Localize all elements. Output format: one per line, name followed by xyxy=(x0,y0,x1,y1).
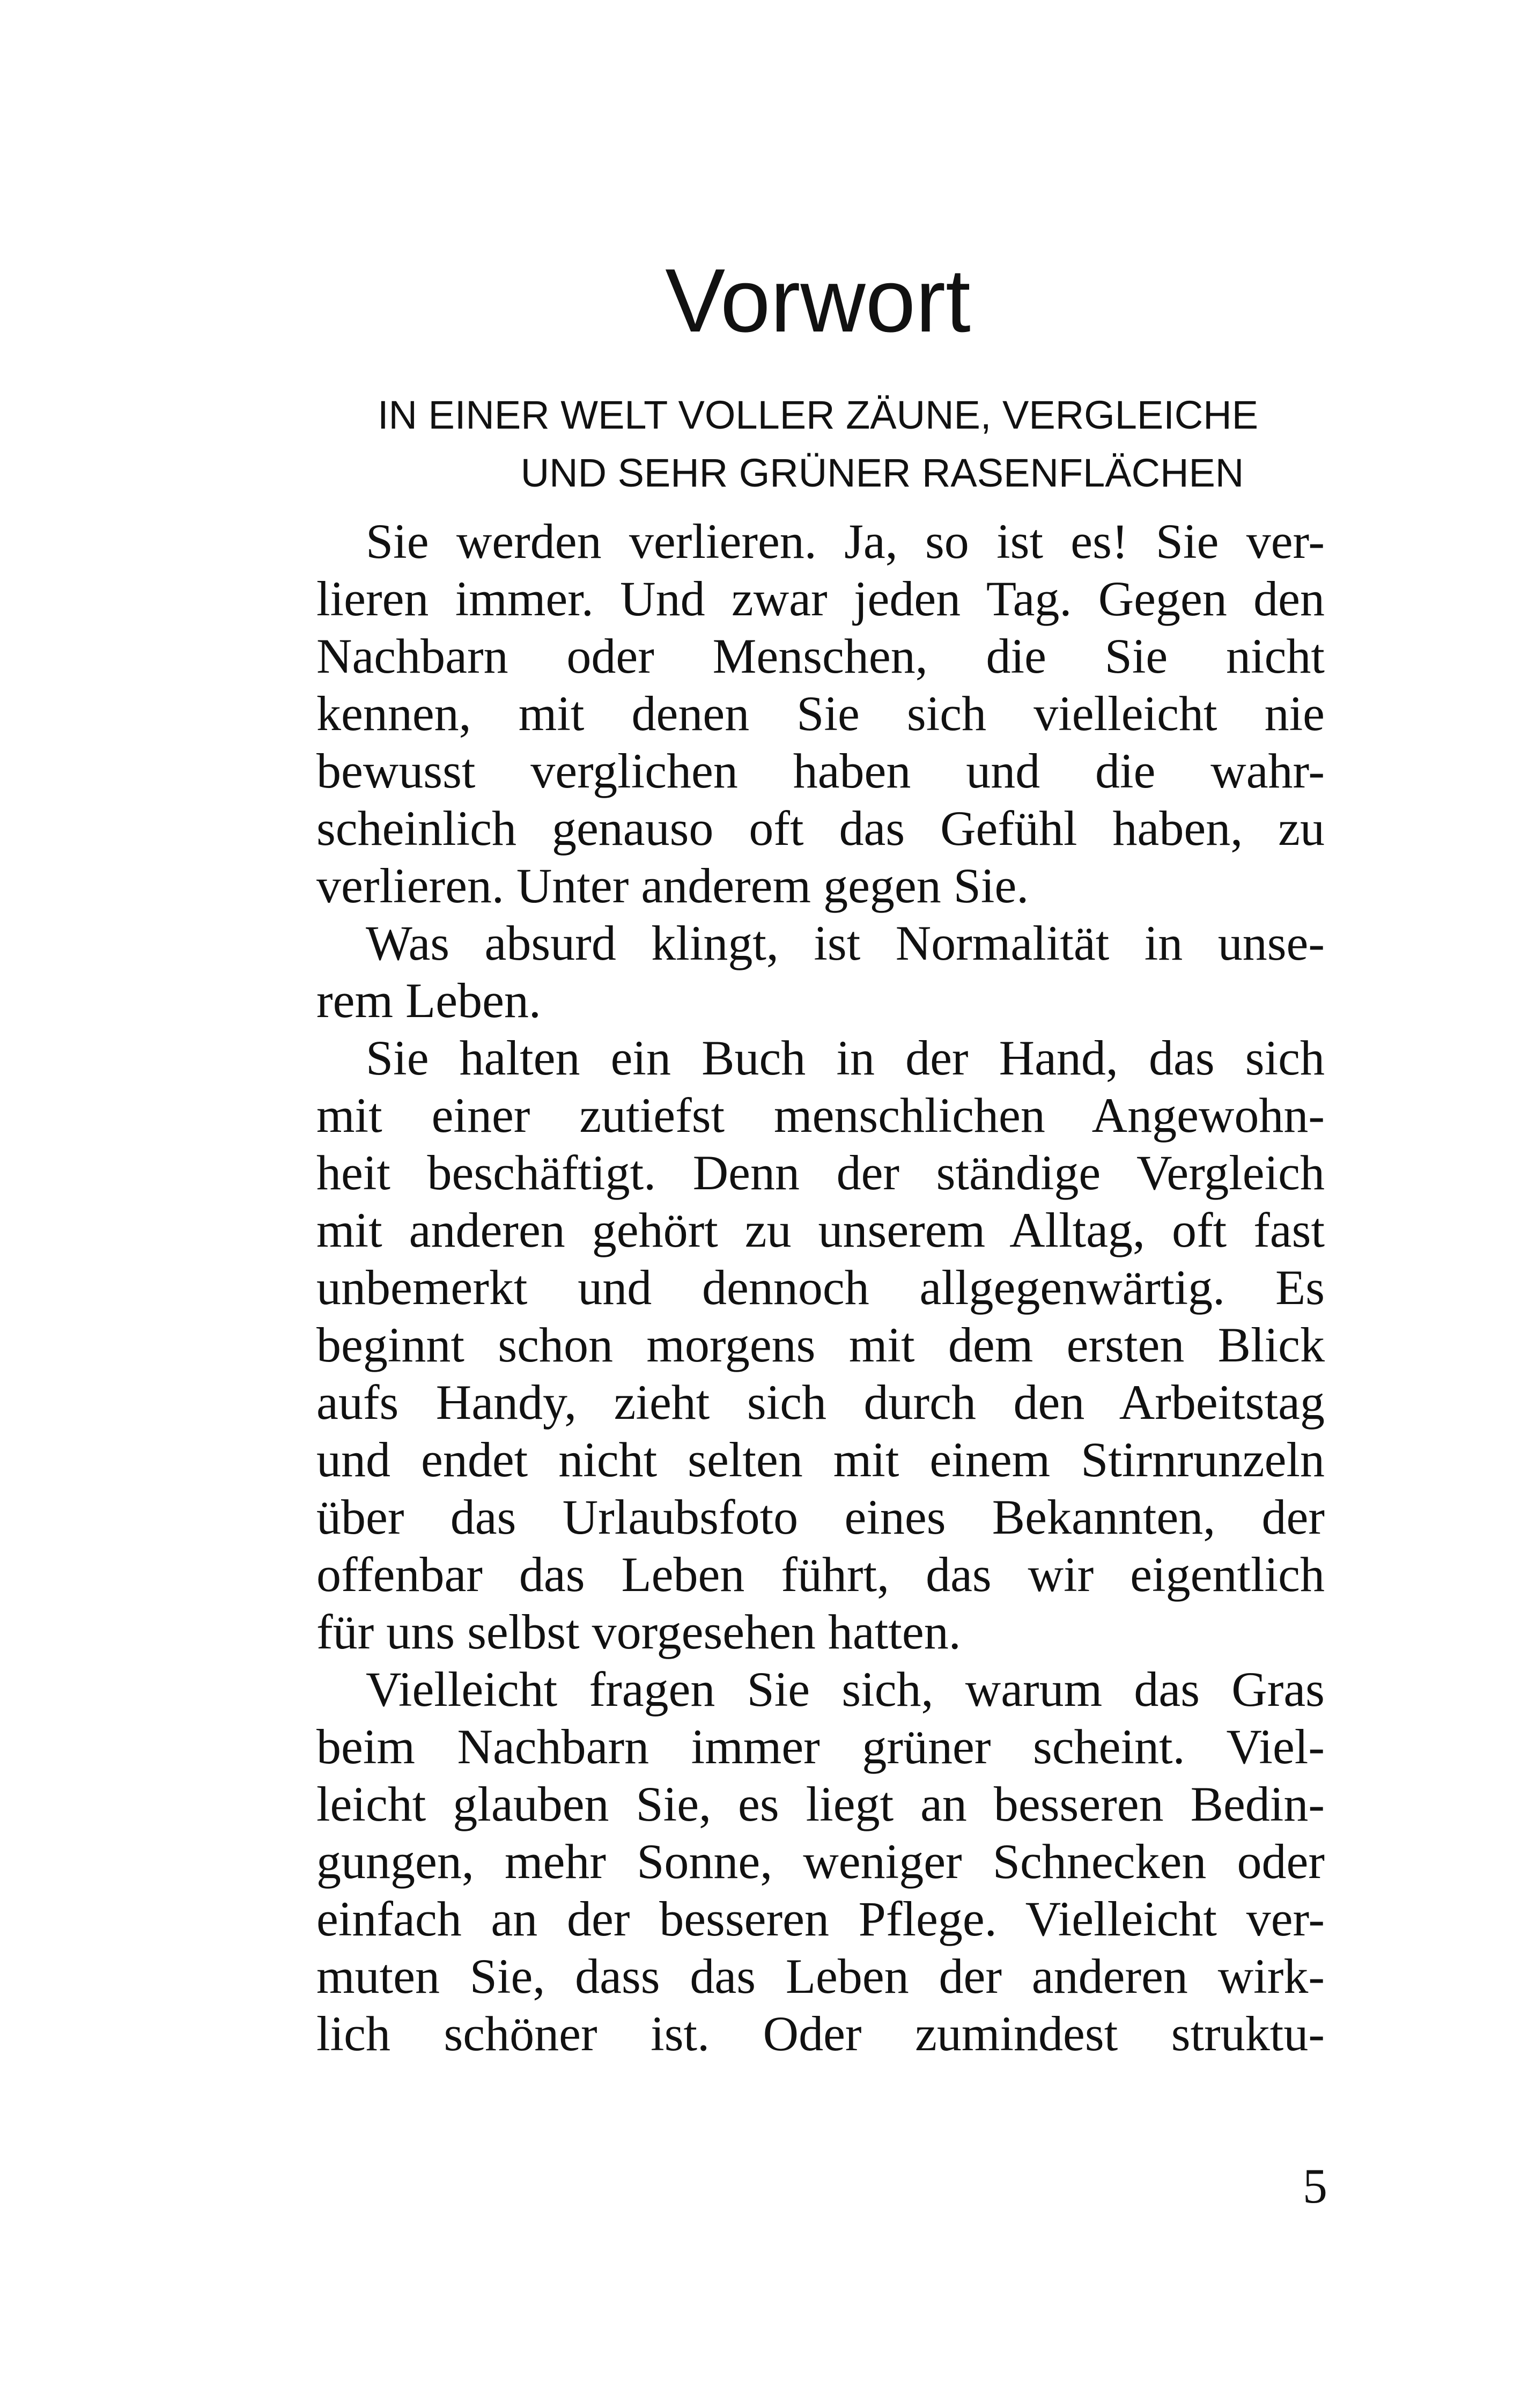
text-line: rem Leben. xyxy=(316,973,541,1028)
text-line: Was absurd klingt, ist Normalität in unse- xyxy=(366,916,1325,970)
text-line: und endet nicht selten mit einem Stirnrunzeln xyxy=(316,1432,1325,1487)
body-text xyxy=(316,513,1325,2063)
chapter-subtitle xyxy=(0,386,1521,502)
text-line: Sie halten ein Buch in der Hand, das sich xyxy=(366,1030,1325,1085)
text-line: lieren immer. Und zwar jeden Tag. Gegen den xyxy=(316,571,1325,626)
text-line: gungen, mehr Sonne, weniger Schnecken oder xyxy=(316,1834,1325,1889)
text-line: muten Sie, dass das Leben der anderen wirk- xyxy=(316,1949,1325,2004)
text-line: verlieren. Unter anderem gegen Sie. xyxy=(316,858,1029,913)
subtitle-line-2: UND SEHR GRÜNER RASENFLÄCHEN xyxy=(520,451,1244,495)
text-line: aufs Handy, zieht sich durch den Arbeitstag xyxy=(316,1375,1325,1430)
text-line: bewusst verglichen haben und die wahr- xyxy=(316,743,1325,798)
text-line: einfach an der besseren Pflege. Vielleicht ver- xyxy=(316,1891,1325,1946)
text-line: scheinlich genauso oft das Gefühl haben, zu xyxy=(316,801,1325,856)
text-line: beginnt schon morgens mit dem ersten Blick xyxy=(316,1317,1325,1372)
text-line: leicht glauben Sie, es liegt an besseren Bedin- xyxy=(316,1777,1325,1831)
text-line: lich schöner ist. Oder zumindest struktu- xyxy=(316,2006,1325,2061)
chapter-title: Vorwort xyxy=(665,250,971,351)
text-line: für uns selbst vorgesehen hatten. xyxy=(316,1604,961,1659)
text-line: Vielleicht fragen Sie sich, warum das Gras xyxy=(366,1662,1325,1717)
text-line: mit einer zutiefst menschlichen Angewohn- xyxy=(316,1088,1325,1143)
text-line: offenbar das Leben führt, das wir eigentlich xyxy=(316,1547,1325,1602)
page-number: 5 xyxy=(1303,2159,1327,2213)
text-line: heit beschäftigt. Denn der ständige Vergleich xyxy=(316,1145,1325,1200)
text-line: unbemerkt und dennoch allgegenwärtig. Es xyxy=(316,1260,1325,1315)
text-line: Nachbarn oder Menschen, die Sie nicht xyxy=(316,629,1325,683)
text-line: kennen, mit denen Sie sich vielleicht nie xyxy=(316,686,1325,741)
text-line: mit anderen gehört zu unserem Alltag, oft fast xyxy=(316,1203,1325,1257)
text-line: beim Nachbarn immer grüner scheint. Viel- xyxy=(316,1719,1325,1774)
text-line: Sie werden verlieren. Ja, so ist es! Sie ver- xyxy=(366,514,1325,569)
text-line: über das Urlaubsfoto eines Bekannten, der xyxy=(316,1490,1325,1544)
subtitle-line-1: IN EINER WELT VOLLER ZÄUNE, VERGLEICHE xyxy=(377,393,1259,437)
